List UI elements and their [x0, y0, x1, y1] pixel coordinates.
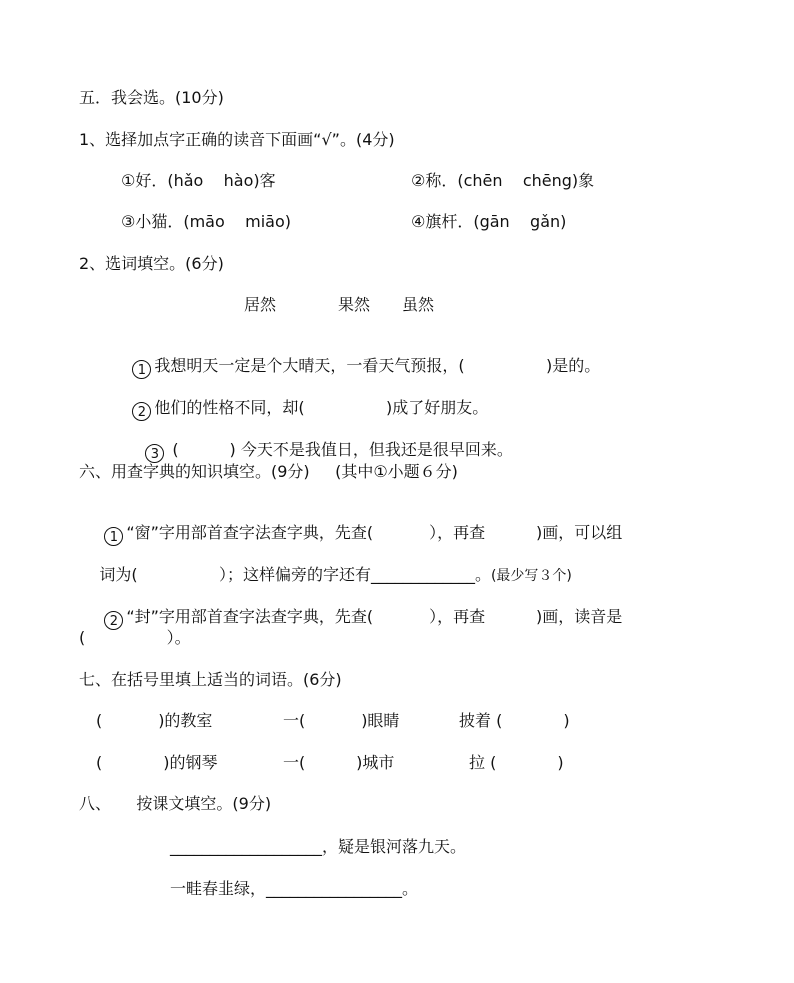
circled-number: 2: [132, 402, 151, 421]
word-choice-2: 果然: [338, 295, 371, 314]
question-2-title: 2、选词填空。(6分): [79, 254, 224, 273]
word-blank-6: 拉 ( ): [469, 753, 564, 772]
sentence-text: 我想明天一定是个大晴天，一看天气预报，( )是的。: [154, 356, 601, 375]
word-blank-1: ( )的教室: [96, 711, 213, 730]
question-text: “窗”字用部首查字法查字典，先查( ），再查 )画，可以组: [126, 523, 623, 542]
section-7-title: 七、在括号里填上适当的词语。(6分): [79, 670, 342, 689]
sentence-text: ( ) 今天不是我值日，但我还是很早回来。: [167, 440, 513, 459]
circled-number: 3: [145, 444, 164, 463]
section-6-title: 六、用查字典的知识填空。(9分) (其中①小题６分): [79, 462, 458, 481]
question-note: (最少写３个): [490, 568, 572, 584]
poem-line-2: 一畦春韭绿，_________________。: [170, 879, 419, 898]
sentence-text: 他们的性格不同，却( )成了好朋友。: [154, 398, 489, 417]
pinyin-option-1: ①好．(hǎo hào)客: [121, 171, 276, 190]
pinyin-option-3: ③小猫．(māo miāo): [121, 212, 291, 231]
word-blank-5: 一( )城市: [283, 753, 395, 772]
circled-number: 2: [104, 611, 123, 630]
word-choice-3: 虽然: [402, 295, 435, 314]
question-1-title: 1、选择加点字正确的读音下面画“√”。(4分): [79, 130, 395, 149]
section-8-title: 八、 按课文填空。(9分): [79, 794, 272, 813]
question-text: “封”字用部首查字法查字典，先查( ），再查 )画，读音是: [126, 607, 623, 626]
word-choice-1: 居然: [244, 295, 277, 314]
word-blank-4: ( )的钢琴: [96, 753, 218, 772]
circled-number: 1: [104, 527, 123, 546]
poem-line-1: ___________________，疑是银河落九天。: [170, 837, 467, 856]
section-5-title: 五．我会选。(10分): [79, 88, 224, 107]
word-blank-3: 披着 ( ): [459, 711, 570, 730]
dict-question-2-line2: ( ）。: [79, 628, 191, 647]
question-text: 词为( ）；这样偏旁的字还有_____________。: [99, 565, 491, 584]
circled-number: 1: [132, 360, 151, 379]
pinyin-option-4: ④旗杆．(gān gǎn): [411, 212, 567, 231]
pinyin-option-2: ②称．(chēn chēng)象: [411, 171, 595, 190]
word-blank-2: 一( )眼睛: [283, 711, 400, 730]
